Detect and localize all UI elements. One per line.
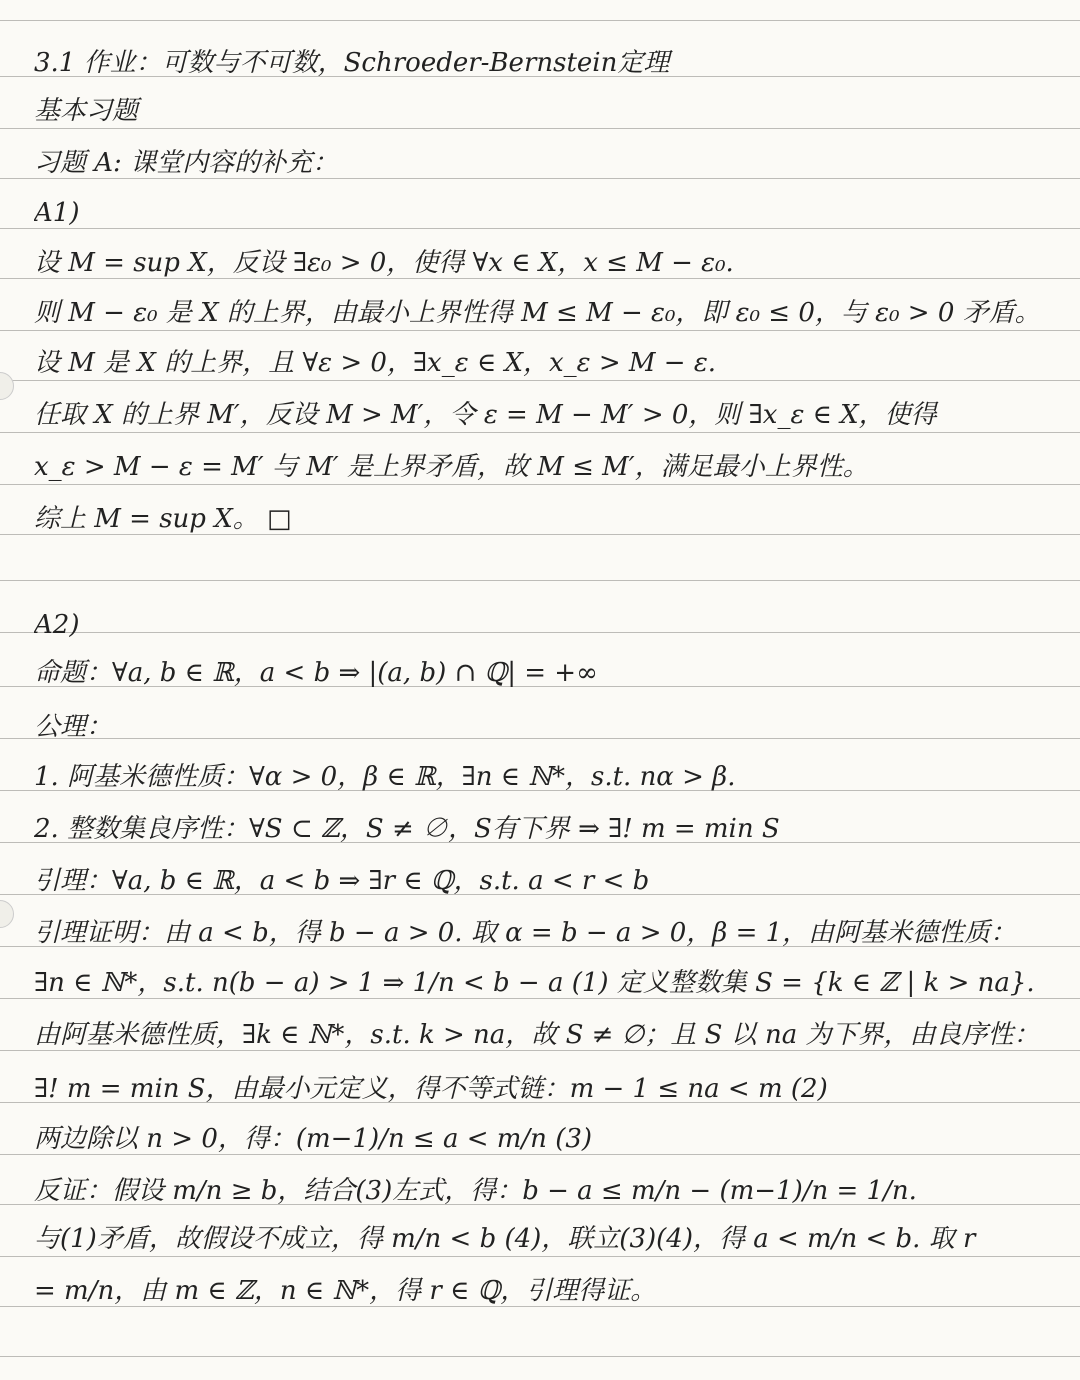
a1-line-4: 任取 X 的上界 M′，反设 M > M′，令 ε = M − M′ > 0，则 ∃x_ε ∈ X，使得 [34, 400, 937, 430]
a1-line-1: 设 M = sup X，反设 ∃ε₀ > 0，使得 ∀x ∈ X，x ≤ M − ε₀. [34, 248, 734, 278]
lemma-proof-line-4: ∃! m = min S，由最小元定义，得不等式链：m − 1 ≤ na < m (2) [34, 1074, 828, 1104]
lemma-proof-line-5: 两边除以 n > 0，得：(m−1)/n ≤ a < m/n (3) [34, 1124, 593, 1154]
heading-title: 3.1 作业：可数与不可数，Schroeder-Bernstein定理 [34, 48, 670, 78]
a2-proposition: 命题：∀a, b ∈ ℝ，a < b ⇒ |(a, b) ∩ ℚ| = +∞ [34, 658, 598, 688]
subheading-basic-exercises: 基本习题 [34, 96, 139, 126]
exercise-a-intro: 习题 A: 课堂内容的补充： [34, 148, 339, 178]
binder-hole-bottom [0, 900, 14, 928]
a1-line-5: x_ε > M − ε = M′ 与 M′ 是上界矛盾，故 M ≤ M′，满足最小上界性。 [34, 452, 869, 482]
axiom-2: 2. 整数集良序性：∀S ⊂ ℤ，S ≠ ∅，S有下界 ⇒ ∃! m = min S [34, 814, 780, 844]
lemma-proof-line-1: 引理证明：由 a < b，得 b − a > 0. 取 α = b − a > 0，β = 1，由阿基米德性质： [34, 918, 1017, 948]
binder-hole-top [0, 372, 14, 400]
lemma-proof-line-6: 反证：假设 m/n ≥ b，结合(3)左式，得：b − a ≤ m/n − (m−1)/n = 1/n. [34, 1176, 917, 1206]
rule-line [0, 1356, 1080, 1357]
rule-line [0, 484, 1080, 485]
lemma-proof-line-7: 与(1)矛盾，故假设不成立，得 m/n < b (4)，联立(3)(4)，得 a < m/n < b. 取 r [34, 1224, 976, 1254]
lemma-proof-line-3: 由阿基米德性质，∃k ∈ ℕ*，s.t. k > na，故 S ≠ ∅；且 S 以 na 为下界，由良序性： [34, 1020, 1040, 1050]
section-a1-label: A1) [34, 198, 80, 228]
a1-conclusion: 综上 M = sup X。 □ [34, 504, 292, 534]
rule-line [0, 330, 1080, 331]
rule-line [0, 432, 1080, 433]
rule-line [0, 1256, 1080, 1257]
axiom-1: 1. 阿基米德性质：∀α > 0，β ∈ ℝ，∃n ∈ ℕ*，s.t. nα > β. [34, 762, 736, 792]
rule-line [0, 380, 1080, 381]
a1-line-2: 则 M − ε₀ 是 X 的上界，由最小上界性得 M ≤ M − ε₀，即 ε₀ ≤ 0，与 ε₀ > 0 矛盾。 [34, 298, 1041, 328]
lemma-statement: 引理：∀a, b ∈ ℝ，a < b ⇒ ∃r ∈ ℚ，s.t. a < r < b [34, 866, 650, 896]
lemma-proof-line-2: ∃n ∈ ℕ*，s.t. n(b − a) > 1 ⇒ 1/n < b − a (1) 定义整数集 S = {k ∈ ℤ | k > na}. [34, 968, 1035, 998]
rule-line [0, 128, 1080, 129]
axioms-label: 公理： [34, 712, 113, 742]
lemma-proof-line-8: = m/n，由 m ∈ ℤ，n ∈ ℕ*，得 r ∈ ℚ，引理得证。 [34, 1276, 657, 1306]
section-a2-label: A2) [34, 610, 80, 640]
rule-line [0, 20, 1080, 21]
rule-line [0, 580, 1080, 581]
a1-line-3: 设 M 是 X 的上界，且 ∀ε > 0，∃x_ε ∈ X，x_ε > M − ε. [34, 348, 717, 378]
